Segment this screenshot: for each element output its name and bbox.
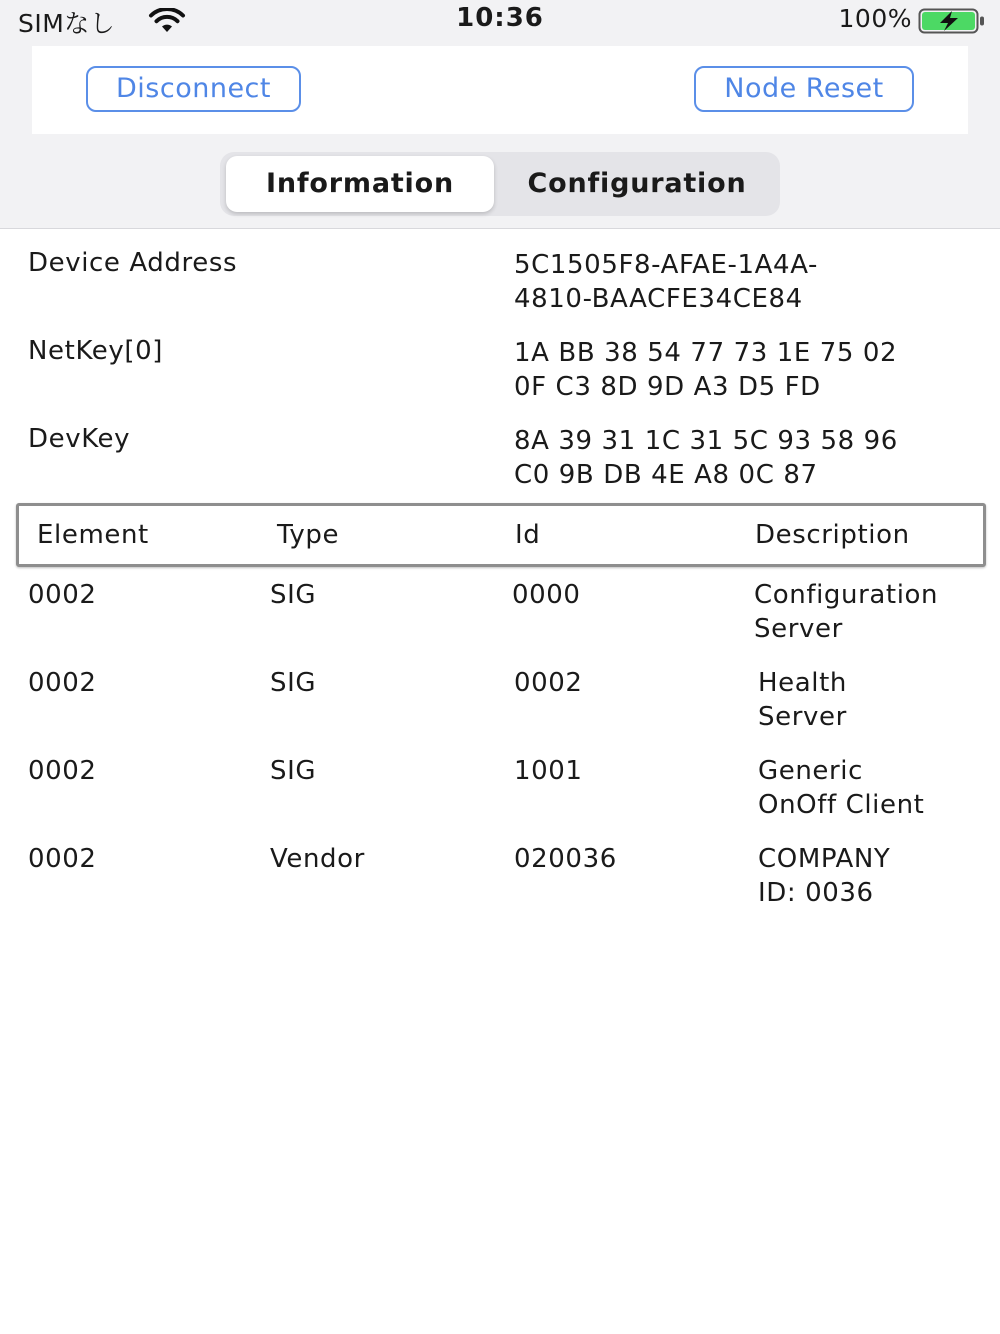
cell-element: 0002 [28, 580, 97, 610]
carrier-text: SIMなし [18, 9, 116, 38]
table-header [16, 503, 986, 567]
cell-id: 0002 [514, 668, 583, 698]
device-address-line: 4810-BAACFE34CE84 [514, 284, 803, 314]
description-line: Configuration [754, 580, 939, 610]
node-reset-button[interactable]: Node Reset [694, 66, 914, 112]
segmented-control [220, 152, 780, 216]
description-line: COMPANY [758, 844, 891, 874]
cell-type: SIG [270, 756, 317, 786]
device-address-line: 5C1505F8-AFAE-1A4A- [514, 250, 818, 280]
column-header-type: Type [277, 520, 340, 550]
status-bar [0, 0, 1000, 42]
devkey-line: 8A 39 31 1C 31 5C 93 58 96 [514, 426, 898, 456]
description-line: Generic [758, 756, 864, 786]
description-line: Health [758, 668, 847, 698]
netkey-value [514, 336, 984, 404]
column-header-id: Id [515, 520, 541, 550]
cell-description [758, 842, 998, 910]
battery-charging-icon [918, 8, 986, 34]
netkey-label: NetKey[0] [28, 336, 164, 366]
cell-description [754, 578, 994, 646]
cell-element: 0002 [28, 756, 97, 786]
table-row[interactable] [0, 842, 1000, 930]
cell-element: 0002 [28, 668, 97, 698]
status-time: 10:36 [456, 3, 544, 33]
disconnect-button[interactable]: Disconnect [86, 66, 301, 112]
device-address-value [514, 248, 984, 316]
cell-type: SIG [270, 580, 317, 610]
cell-id: 0000 [512, 580, 581, 610]
cell-id: 1001 [514, 756, 583, 786]
cell-type: SIG [270, 668, 317, 698]
tab-information[interactable]: Information [226, 156, 494, 212]
top-area [0, 0, 1000, 229]
toolbar [32, 46, 968, 134]
description-line: ID: 0036 [758, 878, 874, 908]
column-header-element: Element [37, 520, 149, 550]
cell-id: 020036 [514, 844, 617, 874]
netkey-line: 1A BB 38 54 77 73 1E 75 02 [514, 338, 898, 368]
cell-type: Vendor [270, 844, 365, 874]
description-line: OnOff Client [758, 790, 925, 820]
cell-description [758, 666, 998, 734]
devkey-value [514, 424, 984, 492]
table-row[interactable] [0, 666, 1000, 754]
cell-description [758, 754, 998, 822]
devkey-line: C0 9B DB 4E A8 0C 87 [514, 460, 818, 490]
cell-element: 0002 [28, 844, 97, 874]
description-line: Server [758, 702, 847, 732]
battery-percent: 100% [838, 4, 912, 33]
table-row[interactable] [0, 578, 1000, 666]
devkey-label: DevKey [28, 424, 131, 454]
tab-configuration[interactable]: Configuration [527, 168, 747, 199]
column-header-description: Description [755, 520, 910, 550]
description-line: Server [754, 614, 843, 644]
table-row[interactable] [0, 754, 1000, 842]
netkey-line: 0F C3 8D 9D A3 D5 FD [514, 372, 821, 402]
device-address-label: Device Address [28, 248, 238, 278]
